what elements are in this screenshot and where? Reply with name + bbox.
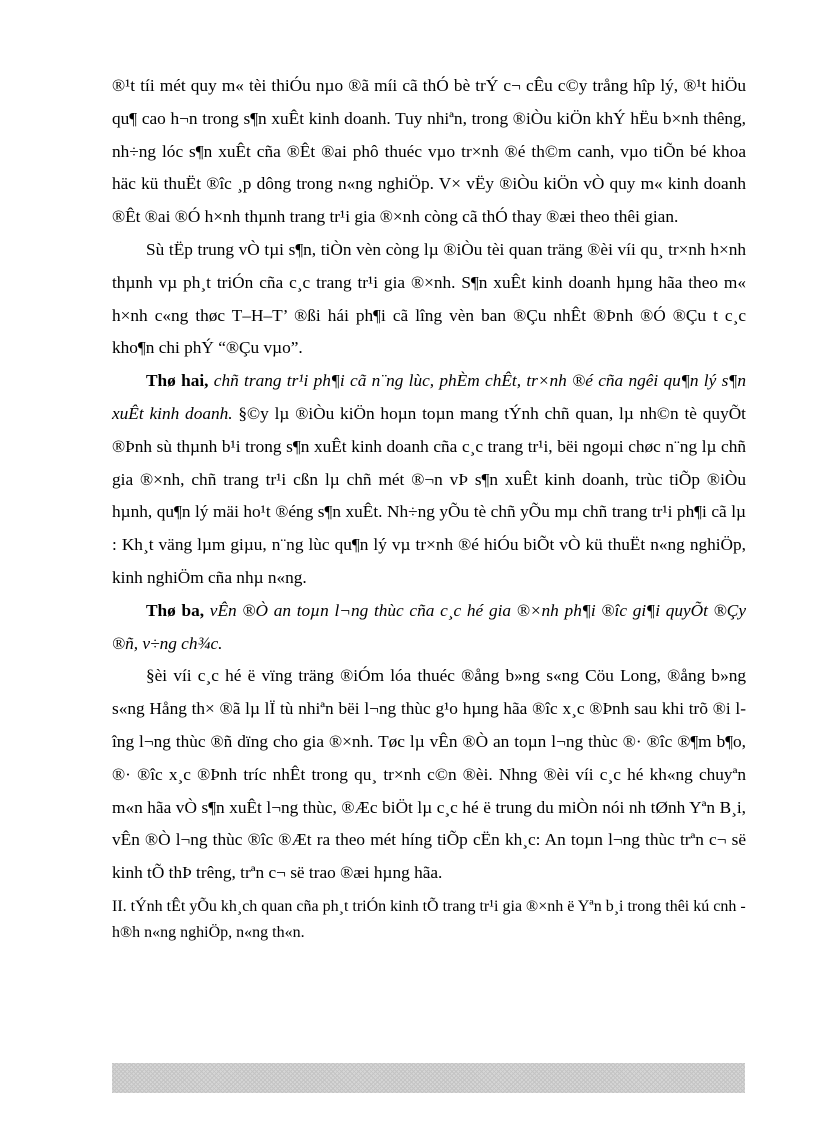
- paragraph-3-emphasis: chñ trang tr¹i ph¶i cã n¨ng lùc, phÈm chÊt, tr×nh ®é cña ngêi qu¶n lý s¶n xuÊt kinh doanh.: [112, 371, 746, 423]
- paragraph-4-emphasis: vÊn ®Ò an toµn l¬ng thùc cña c¸c hé gia ®×nh ph¶i ®îc gi¶i quyÕt ®Çy ®ñ, v÷ng ch¾c.: [112, 600, 746, 653]
- paragraph-3: [112, 365, 746, 595]
- paragraph-3-lead: Thø hai,: [146, 371, 209, 391]
- paragraph-1: ®¹t tíi mét quy m« tèi thiÓu nµo ®ã míi cã thÓ bè trÝ c¬ cÊu c©y trång hîp lý, ®¹t hiÖu qu¶ cao h¬n trong s¶n xuÊt kinh doanh. Tuy nhiªn, trong ®iÒu kiÖn khÝ hËu b×nh thêng, nh÷ng lóc s¶n xuÊt cña ®Êt ®ai phô thuéc vµo tr×nh ®é th©m canh, vµo tiÕn bé khoa häc kü thuËt ®îc ¸p dông trong n«ng nghiÖp. V× vËy ®iÒu kiÖn vÒ quy m« kinh doanh ®Êt ®ai ®Ó h×nh thµnh trang tr¹i gia ®×nh còng cã thÓ thay ®æi theo thêi gian.: [112, 76, 746, 227]
- footer-bar: [112, 1063, 745, 1093]
- section-heading: II. tÝnh tÊt yÕu kh¸ch quan cña ph¸t triÓn kinh tÕ trang tr¹i gia ®×nh ë Yªn b¸i trong thêi kú cnh - h®h n«ng nghiÖp, n«ng th«n.: [112, 897, 746, 941]
- document-body: [112, 70, 746, 946]
- paragraph-5: §èi víi c¸c hé ë vïng träng ®iÓm lóa thuéc ®ång b»ng s«ng Cöu Long, ®ång b»ng s«ng Hång th× ®ã lµ lÏ tù nhiªn bëi l¬ng thùc g¹o hµng hãa ®îc x¸c ®Þnh sau khi trõ ®i lîng l¬ng thùc ®ñ dïng cho gia ®×nh. Tøc lµ vÊn ®Ò an toµn l¬ng thùc ®· ®îc ®¶m b¶o, ®· ®îc x¸c ®Þnh tríc nhÊt trong qu¸ tr×nh c©n ®èi. Nhng ®èi víi c¸c hé kh«ng chuyªn m«n hãa vÒ s¶n xuÊt l¬ng thùc, ®Æc biÖt lµ c¸c hé ë trung du miÒn nói nh tØnh Yªn B¸i, vÊn ®Ò l¬ng thùc ®îc ®Æt ra theo mét híng tiÕp cËn kh¸c: An toµn l¬ng thùc trªn c¬ së kinh tÕ thÞ trêng, trªn c¬ së trao ®æi hµng hãa.: [112, 666, 746, 883]
- paragraph-3-text: §©y lµ ®iÒu kiÖn hoµn toµn mang tÝnh chñ quan, lµ nh©n tè quyÕt ®Þnh sù thµnh b¹i trong s¶n xuÊt kinh doanh cña c¸c trang tr¹i, bëi ngoµi chøc n¨ng lµ chñ gia ®×nh, chñ trang tr¹i cßn lµ chñ mét ®¬n vÞ s¶n xuÊt kinh doanh, trùc tiÕp ®iÒu hµnh, qu¶n lý mäi ho¹t ®éng s¶n xuÊt. Nh÷ng yÕu tè chñ yÕu mµ chñ trang tr¹i ph¶i cã lµ : Kh¸t väng lµm giµu, n¨ng lùc qu¶n lý vµ tr×nh ®é hiÓu biÕt vÒ kü thuËt n«ng nghiÖp, kinh nghiÖm cña nhµ n«ng.: [112, 403, 746, 587]
- paragraph-4: [112, 595, 746, 661]
- paragraph-2: Sù tËp trung vÒ tµi s¶n, tiÒn vèn còng lµ ®iÒu tèi quan träng ®èi víi qu¸ tr×nh h×nh thµnh vµ ph¸t triÓn cña c¸c trang tr¹i gia ®×nh. S¶n xuÊt kinh doanh hµng hãa theo m« h×nh c«ng thøc T–H–T’ ®ßi hái ph¶i cã lîng vèn ban ®Çu nhÊt ®Þnh ®Ó ®Çu t c¸c kho¶n chi phÝ “®Çu vµo”.: [112, 239, 746, 358]
- paragraph-4-lead: Thø ba,: [146, 600, 205, 620]
